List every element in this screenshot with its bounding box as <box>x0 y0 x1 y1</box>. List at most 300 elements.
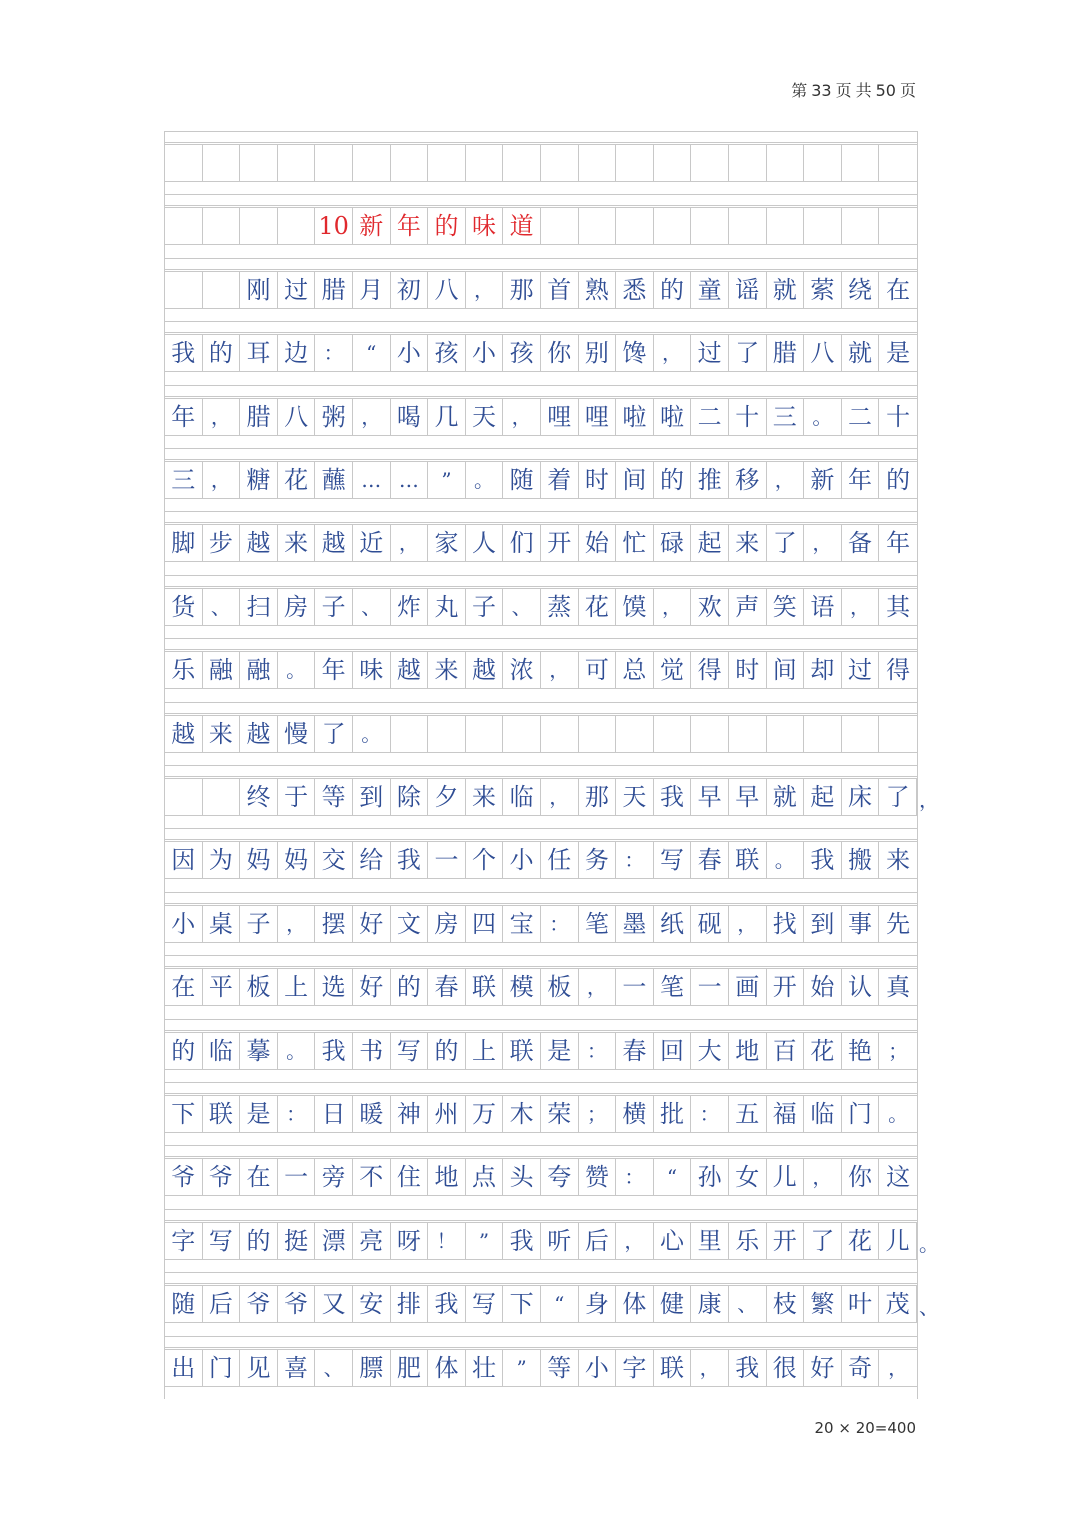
essay-char: ， <box>203 398 241 436</box>
essay-char: “ <box>541 1285 579 1323</box>
grid-cell <box>165 271 203 309</box>
title-char: 味 <box>466 207 504 245</box>
essay-char: 听 <box>541 1222 579 1260</box>
spacer-row <box>165 638 917 650</box>
grid-row <box>165 461 917 499</box>
essay-char: 批 <box>654 1095 692 1133</box>
grid-cell <box>691 207 729 245</box>
essay-char: ， <box>842 588 880 626</box>
spacer-row <box>165 1272 917 1284</box>
essay-char: 我 <box>165 334 203 372</box>
grid-row <box>165 144 917 182</box>
essay-char: ， <box>541 778 579 816</box>
spacer-row <box>165 1145 917 1157</box>
essay-char: 摹 <box>240 1032 278 1070</box>
essay-char: 小 <box>165 905 203 943</box>
essay-char: 越 <box>240 715 278 753</box>
essay-char: 。 <box>278 651 316 689</box>
essay-char: 了 <box>767 524 805 562</box>
current-page: 33 <box>811 81 832 100</box>
essay-char: 任 <box>541 841 579 879</box>
essay-char: 觉 <box>654 651 692 689</box>
essay-char: 这 <box>879 1158 917 1196</box>
essay-char: 不 <box>353 1158 391 1196</box>
grid-cols: 20 <box>814 1419 834 1437</box>
essay-char: 越 <box>315 524 353 562</box>
grid-cell <box>466 715 504 753</box>
essay-char: 联 <box>654 1349 692 1387</box>
essay-char: 的 <box>240 1222 278 1260</box>
essay-char: 宝 <box>503 905 541 943</box>
essay-char: 来 <box>278 524 316 562</box>
essay-char: 等 <box>541 1349 579 1387</box>
essay-char: 过 <box>278 271 316 309</box>
essay-char: 下 <box>503 1285 541 1323</box>
essay-char: 务 <box>579 841 617 879</box>
essay-char: ， <box>804 1158 842 1196</box>
grid-cell <box>541 144 579 182</box>
times-sign: × <box>838 1419 851 1437</box>
essay-char: 的 <box>879 461 917 499</box>
essay-char: 移 <box>729 461 767 499</box>
essay-char: ， <box>353 398 391 436</box>
spacer-row <box>165 385 917 397</box>
essay-char: 春 <box>691 841 729 879</box>
grid-row <box>165 334 917 372</box>
essay-char: 欢 <box>691 588 729 626</box>
essay-char: 文 <box>391 905 429 943</box>
essay-char: 、 <box>503 588 541 626</box>
essay-char: 脚 <box>165 524 203 562</box>
essay-char: 就 <box>767 271 805 309</box>
essay-char: 爷 <box>165 1158 203 1196</box>
essay-char: 膘 <box>353 1349 391 1387</box>
essay-char: 过 <box>842 651 880 689</box>
essay-char: 炸 <box>391 588 429 626</box>
essay-char: 一 <box>691 968 729 1006</box>
essay-char: 暖 <box>353 1095 391 1133</box>
essay-char: 孩 <box>428 334 466 372</box>
grid-cell <box>654 144 692 182</box>
essay-char: 五 <box>729 1095 767 1133</box>
essay-char: 漂 <box>315 1222 353 1260</box>
essay-char: 你 <box>842 1158 880 1196</box>
essay-char: ： <box>616 841 654 879</box>
essay-char: ！ <box>428 1222 466 1260</box>
essay-char: 砚 <box>691 905 729 943</box>
grid-row <box>165 271 917 309</box>
essay-char: 州 <box>428 1095 466 1133</box>
essay-char: 、 <box>315 1349 353 1387</box>
essay-char: 地 <box>729 1032 767 1070</box>
essay-char: 是 <box>541 1032 579 1070</box>
essay-char: 蘸 <box>315 461 353 499</box>
essay-char: ， <box>503 398 541 436</box>
essay-char: 那 <box>503 271 541 309</box>
essay-char: 总 <box>616 651 654 689</box>
essay-char: 间 <box>616 461 654 499</box>
spacer-row <box>165 131 917 143</box>
grid-cell <box>691 144 729 182</box>
essay-char: 爷 <box>203 1158 241 1196</box>
essay-char: 来 <box>879 841 917 879</box>
essay-char: 来 <box>729 524 767 562</box>
essay-char: 好 <box>353 905 391 943</box>
essay-char: 枝 <box>767 1285 805 1323</box>
essay-char: 在 <box>879 271 917 309</box>
essay-char: 好 <box>353 968 391 1006</box>
essay-char: 别 <box>579 334 617 372</box>
essay-char: 童 <box>691 271 729 309</box>
title-char: 新 <box>353 207 391 245</box>
essay-char: 一 <box>278 1158 316 1196</box>
essay-char: 板 <box>240 968 278 1006</box>
essay-char: 粥 <box>315 398 353 436</box>
grid-size-footer <box>740 1419 916 1437</box>
essay-char: 很 <box>767 1349 805 1387</box>
essay-char: 了 <box>879 778 917 816</box>
essay-char: 时 <box>729 651 767 689</box>
essay-char: 边 <box>278 334 316 372</box>
grid-cell <box>541 207 579 245</box>
grid-cell <box>391 144 429 182</box>
spacer-row <box>165 1336 917 1348</box>
essay-char: 越 <box>466 651 504 689</box>
essay-char: 终 <box>240 778 278 816</box>
essay-char: 慢 <box>278 715 316 753</box>
grid-cell <box>428 715 466 753</box>
spacer-row <box>165 1019 917 1031</box>
essay-char: 在 <box>165 968 203 1006</box>
essay-char: 。 <box>767 841 805 879</box>
essay-char: 又 <box>315 1285 353 1323</box>
essay-char: 推 <box>691 461 729 499</box>
essay-char: 床 <box>842 778 880 816</box>
essay-char: ， <box>278 905 316 943</box>
essay-char: 开 <box>541 524 579 562</box>
essay-char: 你 <box>541 334 579 372</box>
grid-row <box>165 1158 917 1196</box>
total-word: 页 <box>899 81 916 100</box>
essay-char: ： <box>315 334 353 372</box>
title-char: 的 <box>428 207 466 245</box>
essay-char: 开 <box>767 1222 805 1260</box>
spacer-row <box>165 1082 917 1094</box>
grid-cell <box>579 715 617 753</box>
essay-char: 的 <box>203 334 241 372</box>
essay-char: ” <box>428 461 466 499</box>
essay-char: 浓 <box>503 651 541 689</box>
grid-row <box>165 1285 939 1323</box>
essay-char: 桌 <box>203 905 241 943</box>
essay-char: 是 <box>879 334 917 372</box>
essay-char: 日 <box>315 1095 353 1133</box>
essay-char: 我 <box>315 1032 353 1070</box>
essay-char: 味 <box>353 651 391 689</box>
essay-char: 的 <box>428 1032 466 1070</box>
overflow-punct: 。 <box>919 1231 939 1256</box>
essay-char: 笔 <box>654 968 692 1006</box>
essay-char: 地 <box>428 1158 466 1196</box>
essay-char: 于 <box>278 778 316 816</box>
essay-char: 门 <box>203 1349 241 1387</box>
essay-char: 融 <box>240 651 278 689</box>
grid-row <box>165 1222 939 1260</box>
essay-char: 大 <box>691 1032 729 1070</box>
grid-row <box>165 905 917 943</box>
grid-row <box>165 968 917 1006</box>
essay-char: 体 <box>616 1285 654 1323</box>
essay-char: 忙 <box>616 524 654 562</box>
essay-char: ； <box>579 1095 617 1133</box>
essay-char: 喝 <box>391 398 429 436</box>
essay-char: 到 <box>353 778 391 816</box>
essay-char: 书 <box>353 1032 391 1070</box>
grid-cell <box>315 144 353 182</box>
essay-char: 八 <box>278 398 316 436</box>
essay-char: 八 <box>428 271 466 309</box>
essay-char: 写 <box>391 1032 429 1070</box>
essay-char: 喜 <box>278 1349 316 1387</box>
essay-char: ， <box>654 334 692 372</box>
essay-char: 年 <box>879 524 917 562</box>
essay-char: 谣 <box>729 271 767 309</box>
grid-row <box>165 588 917 626</box>
essay-char: 荣 <box>541 1095 579 1133</box>
essay-char: 联 <box>203 1095 241 1133</box>
grid-row <box>165 841 917 879</box>
essay-char: 可 <box>579 651 617 689</box>
essay-char: 间 <box>767 651 805 689</box>
grid-row <box>165 715 917 753</box>
essay-char: ； <box>879 1032 917 1070</box>
essay-char: 是 <box>240 1095 278 1133</box>
essay-char: 到 <box>804 905 842 943</box>
essay-char: 爷 <box>278 1285 316 1323</box>
essay-char: 除 <box>391 778 429 816</box>
essay-char: 、 <box>729 1285 767 1323</box>
essay-char: 墨 <box>616 905 654 943</box>
spacer-row <box>165 892 917 904</box>
grid-cell <box>879 207 917 245</box>
essay-char: 啦 <box>654 398 692 436</box>
grid-cell <box>767 144 805 182</box>
grid-cell <box>879 715 917 753</box>
grid-row <box>165 524 917 562</box>
essay-char: 早 <box>691 778 729 816</box>
spacer-row <box>165 511 917 523</box>
essay-char: 着 <box>541 461 579 499</box>
essay-char: 货 <box>165 588 203 626</box>
essay-char: 乐 <box>729 1222 767 1260</box>
essay-char: 联 <box>729 841 767 879</box>
essay-char: 小 <box>503 841 541 879</box>
essay-char: 耳 <box>240 334 278 372</box>
essay-char: 萦 <box>804 271 842 309</box>
essay-char: 馋 <box>616 334 654 372</box>
essay-char: 丸 <box>428 588 466 626</box>
grid-cell <box>278 144 316 182</box>
essay-char: 的 <box>654 271 692 309</box>
essay-char: 联 <box>466 968 504 1006</box>
essay-char: 后 <box>579 1222 617 1260</box>
essay-char: 孩 <box>503 334 541 372</box>
essay-char: 花 <box>804 1032 842 1070</box>
essay-char: 人 <box>466 524 504 562</box>
grid-cell <box>503 715 541 753</box>
essay-char: 我 <box>804 841 842 879</box>
essay-char: 年 <box>165 398 203 436</box>
grid-cell <box>203 144 241 182</box>
essay-char: 挺 <box>278 1222 316 1260</box>
essay-char: 亮 <box>353 1222 391 1260</box>
essay-char: 头 <box>503 1158 541 1196</box>
essay-char: 给 <box>353 841 391 879</box>
spacer-row <box>165 194 917 206</box>
essay-char: 笔 <box>579 905 617 943</box>
essay-char: 字 <box>616 1349 654 1387</box>
essay-char: 妈 <box>240 841 278 879</box>
essay-char: 。 <box>804 398 842 436</box>
essay-char: 首 <box>541 271 579 309</box>
grid-row <box>165 778 939 816</box>
essay-char: 来 <box>428 651 466 689</box>
essay-char: 一 <box>616 968 654 1006</box>
essay-char: 小 <box>466 334 504 372</box>
essay-char: … <box>391 461 429 499</box>
essay-char: 上 <box>466 1032 504 1070</box>
essay-char: 绕 <box>842 271 880 309</box>
essay-char: 、 <box>353 588 391 626</box>
essay-char: 艳 <box>842 1032 880 1070</box>
essay-char: 近 <box>353 524 391 562</box>
essay-char: 早 <box>729 778 767 816</box>
grid-cell <box>203 778 241 816</box>
grid-cell <box>879 144 917 182</box>
essay-char: 奇 <box>842 1349 880 1387</box>
essay-char: ， <box>391 524 429 562</box>
page-label: 第 <box>791 81 808 100</box>
essay-char: 好 <box>804 1349 842 1387</box>
essay-char: 孙 <box>691 1158 729 1196</box>
essay-char: … <box>353 461 391 499</box>
essay-char: 点 <box>466 1158 504 1196</box>
grid-cell <box>203 271 241 309</box>
spacer-row <box>165 955 917 967</box>
essay-char: 健 <box>654 1285 692 1323</box>
essay-char: 融 <box>203 651 241 689</box>
total-label: 共 <box>855 81 872 100</box>
essay-char: 的 <box>654 461 692 499</box>
essay-char: 夸 <box>541 1158 579 1196</box>
grid-cell <box>654 207 692 245</box>
essay-char: 字 <box>165 1222 203 1260</box>
essay-char: 天 <box>616 778 654 816</box>
grid-cell <box>353 144 391 182</box>
essay-char: “ <box>654 1158 692 1196</box>
essay-char: 馍 <box>616 588 654 626</box>
essay-char: 上 <box>278 968 316 1006</box>
spacer-row <box>165 828 917 840</box>
essay-char: 后 <box>203 1285 241 1323</box>
grid-cell <box>579 144 617 182</box>
essay-char: 个 <box>466 841 504 879</box>
essay-char: 模 <box>503 968 541 1006</box>
essay-char: 事 <box>842 905 880 943</box>
essay-char: 家 <box>428 524 466 562</box>
essay-char: 住 <box>391 1158 429 1196</box>
essay-char: 一 <box>428 841 466 879</box>
essay-char: 得 <box>879 651 917 689</box>
grid-cell <box>804 715 842 753</box>
grid-row <box>165 1032 917 1070</box>
essay-char: 回 <box>654 1032 692 1070</box>
grid-cell <box>203 207 241 245</box>
essay-char: 等 <box>315 778 353 816</box>
essay-char: 始 <box>579 524 617 562</box>
grid-total: 400 <box>887 1419 916 1437</box>
essay-char: 认 <box>842 968 880 1006</box>
essay-char: 康 <box>691 1285 729 1323</box>
essay-char: 板 <box>541 968 579 1006</box>
essay-char: 先 <box>879 905 917 943</box>
grid-cell <box>466 144 504 182</box>
spacer-row <box>165 1209 917 1221</box>
essay-char: 刚 <box>240 271 278 309</box>
essay-char: ： <box>691 1095 729 1133</box>
essay-char: 横 <box>616 1095 654 1133</box>
essay-char: 心 <box>654 1222 692 1260</box>
essay-char: 画 <box>729 968 767 1006</box>
essay-char: 蒸 <box>541 588 579 626</box>
essay-char: 排 <box>391 1285 429 1323</box>
essay-char: 因 <box>165 841 203 879</box>
essay-char: 爷 <box>240 1285 278 1323</box>
essay-char: 木 <box>503 1095 541 1133</box>
title-char: 年 <box>391 207 429 245</box>
grid-cell <box>804 144 842 182</box>
grid-cell <box>165 778 203 816</box>
spacer-row <box>165 765 917 777</box>
essay-char: 三 <box>165 461 203 499</box>
essay-char: 我 <box>654 778 692 816</box>
essay-char: ， <box>466 271 504 309</box>
essay-char: 妈 <box>278 841 316 879</box>
spacer-row <box>165 702 917 714</box>
essay-char: 的 <box>165 1032 203 1070</box>
grid-cell <box>842 207 880 245</box>
grid-cell <box>616 144 654 182</box>
essay-char: 了 <box>804 1222 842 1260</box>
essay-char: 随 <box>165 1285 203 1323</box>
essay-char: 、 <box>203 588 241 626</box>
essay-char: ， <box>804 524 842 562</box>
essay-char: 语 <box>804 588 842 626</box>
essay-char: 找 <box>767 905 805 943</box>
essay-char: 四 <box>466 905 504 943</box>
grid-row <box>165 1095 917 1133</box>
essay-char: ： <box>278 1095 316 1133</box>
essay-char: 繁 <box>804 1285 842 1323</box>
essay-char: 门 <box>842 1095 880 1133</box>
grid-cell <box>240 144 278 182</box>
essay-char: 儿 <box>879 1222 917 1260</box>
essay-char: 写 <box>654 841 692 879</box>
essay-char: 房 <box>278 588 316 626</box>
grid-cell <box>616 715 654 753</box>
essay-char: 初 <box>391 271 429 309</box>
essay-char: 。 <box>879 1095 917 1133</box>
